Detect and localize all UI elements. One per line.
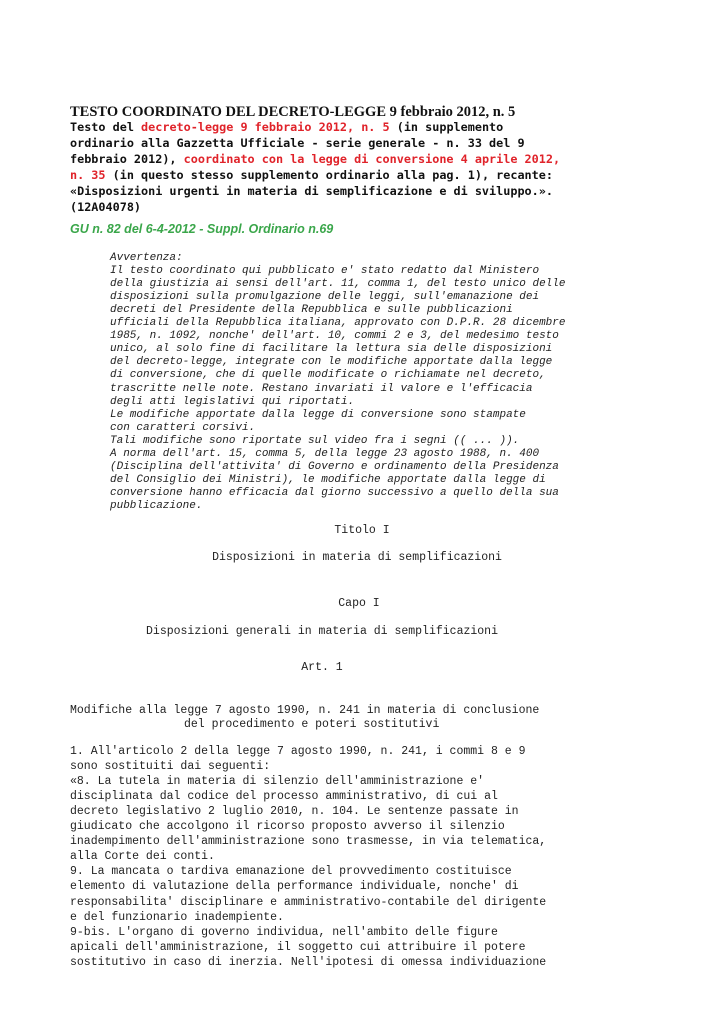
capo-heading: Capo I — [338, 597, 380, 610]
avvertenza-line: disposizioni sulla promulgazione delle leggi, sull'emanazione dei — [110, 291, 540, 304]
article-body-line: 9. La mancata o tardiva emanazione del provvedimento costituisce — [70, 865, 512, 879]
header-text: (in supplemento — [389, 120, 504, 134]
conversion-law-number[interactable]: n. 35 — [70, 168, 106, 182]
header-text: Testo del — [70, 120, 142, 134]
decree-link[interactable]: decreto-legge 9 febbraio 2012, n. 5 — [141, 120, 390, 134]
gazzetta-reference: GU n. 82 del 6-4-2012 - Suppl. Ordinario n.69 — [70, 222, 334, 236]
titolo-heading: Titolo I — [334, 524, 390, 537]
article-body-line: responsabilita' disciplinare e amministrativo-contabile del dirigente — [70, 895, 547, 909]
header-line-3 — [70, 152, 655, 166]
avvertenza-line: ufficiali della Repubblica italiana, approvato con D.P.R. 28 dicembre — [110, 317, 566, 330]
article-body-line: elemento di valutazione della performance individuale, nonche' di — [70, 880, 519, 894]
avvertenza-line: Avvertenza: — [110, 252, 183, 264]
avvertenza-line: di conversione, che di quelle modificate o richiamate nel decreto, — [110, 369, 546, 382]
avvertenza-line: degli atti legislativi qui riportati. — [110, 395, 355, 408]
avvertenza-line: decreti del Presidente della Repubblica e sulle pubblicazioni — [110, 304, 513, 317]
titolo-subheading: Disposizioni in materia di semplificazioni — [212, 551, 502, 564]
article-body-line: decreto legislativo 2 luglio 2010, n. 104. Le sentenze passate in — [70, 805, 519, 819]
header-line-4 — [70, 168, 655, 182]
avvertenza-line: A norma dell'art. 15, comma 5, della legge 23 agosto 1988, n. 400 — [110, 447, 540, 460]
article-body-line: sono sostituiti dai seguenti: — [70, 760, 271, 774]
avvertenza-line: del Consiglio dei Ministri), le modifiche apportate dalla legge di — [110, 473, 546, 486]
avvertenza-line: conversione hanno efficacia dal giorno successivo a quello della sua — [110, 486, 559, 499]
article-body-line: giudicato che accolgono il ricorso proposto avverso il silenzio — [70, 820, 505, 834]
avvertenza-line: con caratteri corsivi. — [110, 421, 256, 434]
avvertenza-line: Tali modifiche sono riportate sul video fra i segni (( ... )). — [110, 434, 520, 447]
header-line-6: (12A04078) — [70, 200, 142, 214]
article-body-line: alla Corte dei conti. — [70, 850, 215, 864]
avvertenza-line: pubblicazione. — [110, 499, 203, 512]
header-line-2: ordinario alla Gazzetta Ufficiale - serie generale - n. 33 del 9 — [70, 136, 525, 150]
avvertenza-line: del decreto-legge, integrate con le modifiche apportate dalla legge — [110, 356, 553, 369]
article-heading-line-1: Modifiche alla legge 7 agosto 1990, n. 241 in materia di conclusione — [70, 704, 540, 717]
capo-subheading: Disposizioni generali in materia di semplificazioni — [146, 625, 498, 638]
document-title: TESTO COORDINATO DEL DECRETO-LEGGE 9 febbraio 2012, n. 5 — [70, 104, 516, 120]
avvertenza-line: unico, al solo fine di facilitare la lettura sia delle disposizioni — [110, 343, 553, 356]
article-body-line: 1. All'articolo 2 della legge 7 agosto 1990, n. 241, i commi 8 e 9 — [70, 745, 526, 758]
conversion-law-link[interactable]: coordinato con la legge di conversione 4 aprile 2012, — [183, 152, 561, 166]
avvertenza-line: Il testo coordinato qui pubblicato e' stato redatto dal Ministero — [110, 265, 540, 278]
article-heading-line-2: del procedimento e poteri sostitutivi — [184, 718, 440, 731]
article-body-line: «8. La tutela in materia di silenzio dell'amministrazione e' — [70, 775, 485, 789]
article-body-line: 9-bis. L'organo di governo individua, nell'ambito delle figure — [70, 925, 498, 939]
header-text: febbraio 2012), — [70, 152, 184, 166]
article-body-line: inadempimento dell'amministrazione sono trasmesse, in via telematica, — [70, 835, 547, 849]
article-body-line: sostitutivo in caso di inerzia. Nell'ipotesi di omessa individuazione — [70, 955, 547, 969]
article-body-line: disciplinata dal codice del processo amministrativo, di cui al — [70, 790, 498, 804]
avvertenza-line: trascritte nelle note. Restano invariati il valore e l'efficacia — [110, 382, 533, 395]
avvertenza-line: 1985, n. 1092, nonche' dell'art. 10, commi 2 e 3, del medesimo testo — [110, 330, 559, 343]
header-text: (in questo stesso supplemento ordinario alla pag. 1), recante: — [105, 168, 553, 182]
avvertenza-line: della giustizia ai sensi dell'art. 11, comma 1, del testo unico delle — [110, 278, 566, 291]
avvertenza-line: Le modifiche apportate dalla legge di conversione sono stampate — [110, 408, 526, 421]
article-body-line: apicali dell'amministrazione, il soggetto cui attribuire il potere — [70, 940, 526, 954]
article-body-line: e del funzionario inadempiente. — [70, 910, 284, 924]
article-number: Art. 1 — [301, 661, 343, 674]
header-line-1 — [70, 120, 655, 134]
avvertenza-line: (Disciplina dell'attivita' di Governo e ordinamento della Presidenza — [110, 460, 559, 473]
header-line-5: «Disposizioni urgenti in materia di semplificazione e di sviluppo.». — [70, 184, 553, 198]
